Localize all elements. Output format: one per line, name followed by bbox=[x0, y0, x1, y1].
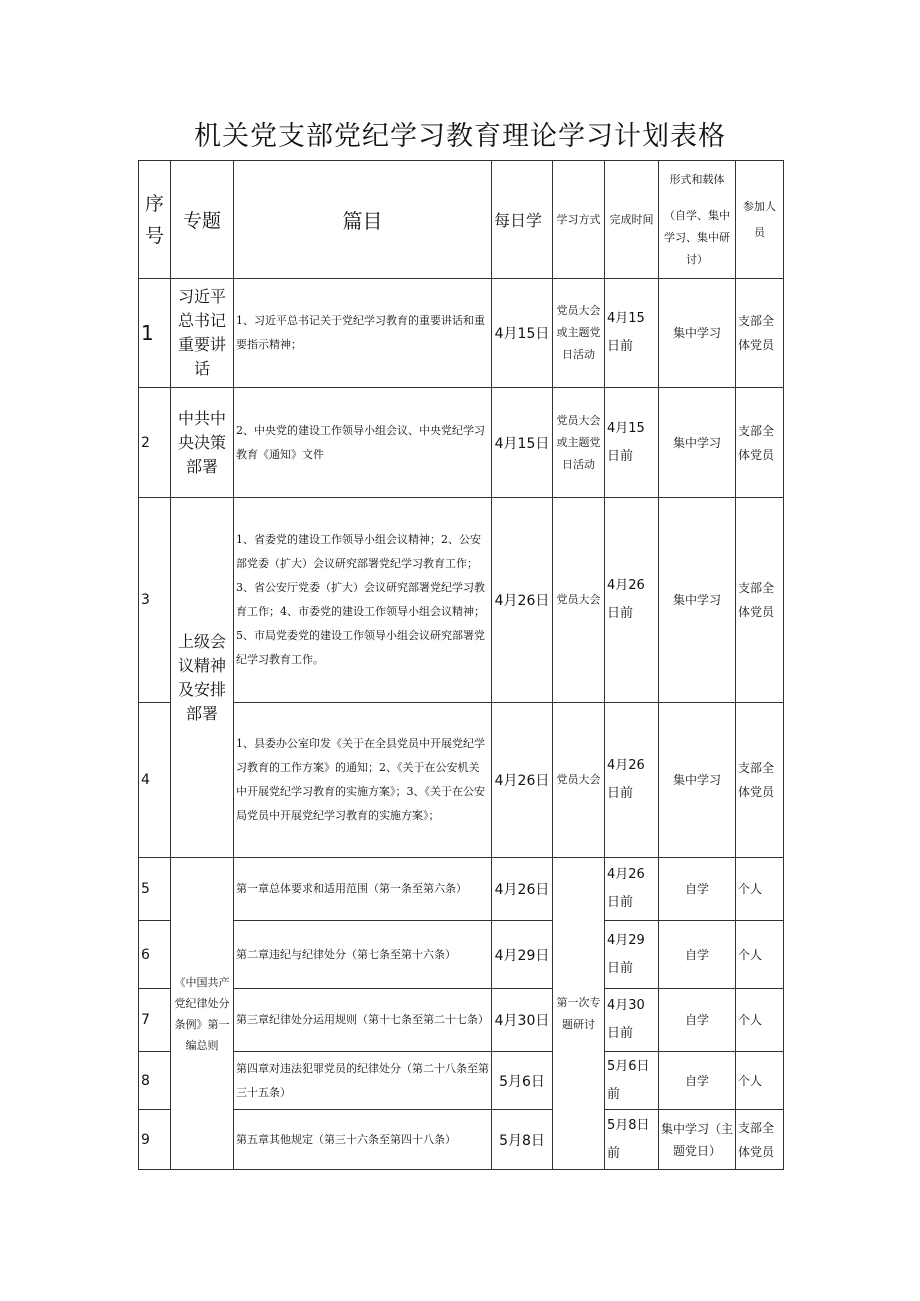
header-items: 篇目 bbox=[234, 161, 492, 279]
row-people: 个人 bbox=[736, 858, 784, 921]
row-deadline: 4月30日前 bbox=[605, 989, 659, 1052]
row-people: 个人 bbox=[736, 1052, 784, 1110]
header-topic: 专题 bbox=[171, 161, 234, 279]
row-form: 集中学习（主题党日） bbox=[659, 1110, 736, 1170]
row-item: 1、县委办公室印发《关于在全县党员中开展党纪学习教育的工作方案》的通知；2、《关于在公安机关中开展党纪学习教育的实施方案》；3、《关于在公安局党员中开展党纪学习教育的实施方案》； bbox=[234, 703, 492, 858]
row-deadline: 4月26日前 bbox=[605, 858, 659, 921]
row-seq: 5 bbox=[139, 858, 171, 921]
row-daily: 4月26日 bbox=[492, 498, 553, 703]
row-people: 支部全体党员 bbox=[736, 388, 784, 498]
header-people: 参加人员 bbox=[736, 161, 784, 279]
row-deadline: 5月8日前 bbox=[605, 1110, 659, 1170]
row-seq: 2 bbox=[139, 388, 171, 498]
table-row bbox=[139, 989, 784, 1052]
row-form: 自学 bbox=[659, 1052, 736, 1110]
row-form: 集中学习 bbox=[659, 498, 736, 703]
row-deadline: 4月29日前 bbox=[605, 921, 659, 989]
row-method: 党员大会或主题党日活动 bbox=[553, 279, 605, 388]
row-form: 集中学习 bbox=[659, 279, 736, 388]
header-deadline: 完成时间 bbox=[605, 161, 659, 279]
study-plan-table bbox=[138, 160, 784, 1170]
row-people: 支部全体党员 bbox=[736, 1110, 784, 1170]
row-people: 支部全体党员 bbox=[736, 279, 784, 388]
method-group-cell: 第一次专题研讨 bbox=[553, 858, 605, 1170]
header-form-title: 形式和载体 bbox=[669, 172, 725, 186]
row-seq: 9 bbox=[139, 1110, 171, 1170]
row-method: 党员大会或主题党日活动 bbox=[553, 388, 605, 498]
row-item: 第二章违纪与纪律处分（第七条至第十六条） bbox=[234, 921, 492, 989]
row-form: 自学 bbox=[659, 921, 736, 989]
row-people: 支部全体党员 bbox=[736, 703, 784, 858]
table-row bbox=[139, 921, 784, 989]
topic-cell: 中共中央决策部署 bbox=[171, 388, 234, 498]
topic-cell: 《中国共产党纪律处分条例》第一编总则 bbox=[171, 858, 234, 1170]
row-daily: 4月29日 bbox=[492, 921, 553, 989]
header-seq: 序号 bbox=[139, 161, 171, 279]
row-people: 支部全体党员 bbox=[736, 498, 784, 703]
row-deadline: 4月15日前 bbox=[605, 279, 659, 388]
table-row bbox=[139, 1110, 784, 1170]
row-item: 第一章总体要求和适用范围（第一条至第六条） bbox=[234, 858, 492, 921]
row-daily: 4月15日 bbox=[492, 279, 553, 388]
row-people: 个人 bbox=[736, 989, 784, 1052]
row-seq: 6 bbox=[139, 921, 171, 989]
row-form: 自学 bbox=[659, 858, 736, 921]
row-daily: 4月30日 bbox=[492, 989, 553, 1052]
header-row bbox=[139, 161, 784, 279]
row-item: 2、中央党的建设工作领导小组会议、中央党纪学习教育《通知》文件 bbox=[234, 388, 492, 498]
header-form bbox=[659, 161, 736, 279]
row-deadline: 4月26日前 bbox=[605, 703, 659, 858]
row-deadline: 5月6日前 bbox=[605, 1052, 659, 1110]
row-form: 集中学习 bbox=[659, 388, 736, 498]
header-form-detail: （自学、集中学习、集中研讨） bbox=[664, 208, 730, 266]
row-method: 党员大会 bbox=[553, 498, 605, 703]
table-row bbox=[139, 1052, 784, 1110]
page-title: 机关党支部党纪学习教育理论学习计划表格 bbox=[194, 121, 726, 152]
row-item: 1、习近平总书记关于党纪学习教育的重要讲话和重要指示精神； bbox=[234, 279, 492, 388]
table-row bbox=[139, 388, 784, 498]
header-daily: 每日学 bbox=[492, 161, 553, 279]
row-item: 1、省委党的建设工作领导小组会议精神；2、公安部党委（扩大）会议研究部署党纪学习教育工作；3、省公安厅党委（扩大）会议研究部署党纪学习教育工作；4、市委党的建设工作领导小组会议精神；5、市局党委党的建设工作领导小组会议研究部署党纪学习教育工作。 bbox=[234, 498, 492, 703]
row-seq: 8 bbox=[139, 1052, 171, 1110]
row-seq: 3 bbox=[139, 498, 171, 703]
table-row bbox=[139, 279, 784, 388]
row-item: 第五章其他规定（第三十六条至第四十八条） bbox=[234, 1110, 492, 1170]
topic-cell: 上级会议精神及安排部署 bbox=[171, 498, 234, 858]
table-row bbox=[139, 858, 784, 921]
table-row bbox=[139, 703, 784, 858]
row-daily: 5月8日 bbox=[492, 1110, 553, 1170]
row-form: 自学 bbox=[659, 989, 736, 1052]
row-seq: 1 bbox=[139, 279, 171, 388]
row-daily: 4月15日 bbox=[492, 388, 553, 498]
row-method: 党员大会 bbox=[553, 703, 605, 858]
row-form: 集中学习 bbox=[659, 703, 736, 858]
row-deadline: 4月26日前 bbox=[605, 498, 659, 703]
row-item: 第三章纪律处分运用规则（第十七条至第二十七条） bbox=[234, 989, 492, 1052]
row-daily: 4月26日 bbox=[492, 703, 553, 858]
table-row bbox=[139, 498, 784, 703]
row-item: 第四章对违法犯罪党员的纪律处分（第二十八条至第三十五条） bbox=[234, 1052, 492, 1110]
row-deadline: 4月15日前 bbox=[605, 388, 659, 498]
row-daily: 4月26日 bbox=[492, 858, 553, 921]
topic-cell: 习近平总书记重要讲话 bbox=[171, 279, 234, 388]
header-method: 学习方式 bbox=[553, 161, 605, 279]
row-seq: 4 bbox=[139, 703, 171, 858]
row-daily: 5月6日 bbox=[492, 1052, 553, 1110]
row-seq: 7 bbox=[139, 989, 171, 1052]
row-people: 个人 bbox=[736, 921, 784, 989]
